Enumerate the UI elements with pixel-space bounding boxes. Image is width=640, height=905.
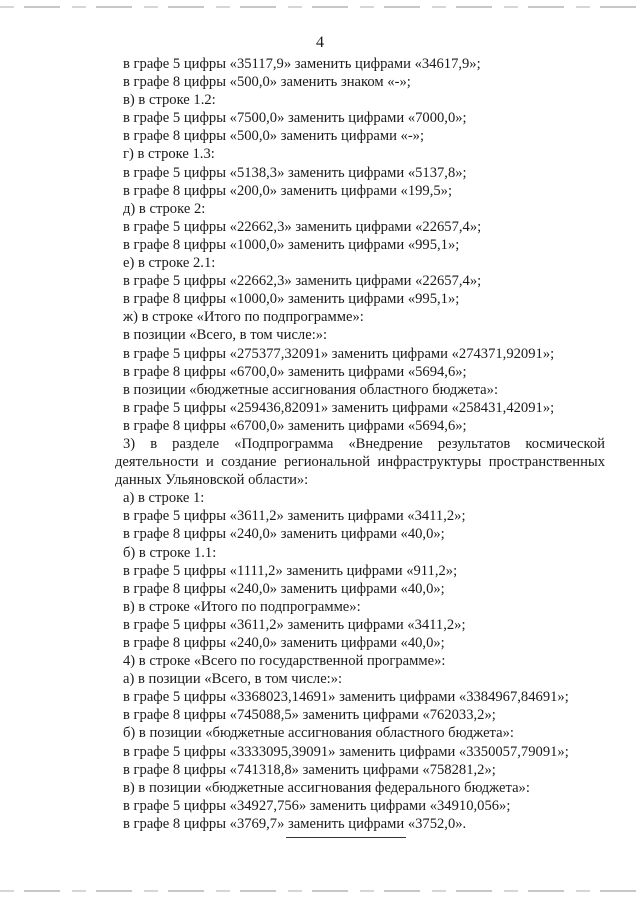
amendment-line: в) в строке 1.2: (123, 92, 216, 109)
amendment-line: в) в строке «Итого по подпрограмме»: (123, 598, 361, 615)
amendment-line: в графе 8 цифры «240,0» заменить цифрами «40,0»; (123, 526, 445, 543)
amendment-line: в графе 5 цифры «22662,3» заменить цифрами «22657,4»; (123, 218, 482, 235)
amendment-line: в графе 5 цифры «3368023,14691» заменить цифрами «3384967,84691»; (123, 689, 569, 706)
amendment-line: в графе 5 цифры «35117,9» заменить цифрами «34617,9»; (123, 56, 481, 72)
amendment-line: в графе 8 цифры «1000,0» заменить цифрами «995,1»; (123, 236, 460, 253)
amendment-line: е) в строке 2.1: (123, 255, 216, 272)
amendment-line: г) в строке 1.3: (123, 146, 215, 163)
amendment-line: в графе 8 цифры «240,0» заменить цифрами «40,0»; (123, 635, 445, 651)
section-paragraph-line-3: данных Ульяновской области»: (115, 472, 309, 489)
amendment-line: в позиции «Всего, в том числе:»: (123, 327, 328, 344)
amendment-line: в графе 5 цифры «7500,0» заменить цифрами «7000,0»; (123, 110, 467, 127)
amendment-line: б) в строке 1.1: (123, 544, 217, 561)
amendment-line: 4) в строке «Всего по государственной программе»: (123, 653, 446, 670)
amendment-line: а) в строке 1: (123, 490, 205, 507)
amendment-line: в графе 5 цифры «3611,2» заменить цифрами «3411,2»; (123, 508, 466, 525)
scan-edge-bottom (0, 890, 640, 892)
amendment-line: в графе 5 цифры «3333095,39091» заменить цифрами «3350057,79091»; (123, 743, 569, 760)
amendment-line: в графе 5 цифры «34927,756» заменить цифрами «34910,056»; (123, 797, 511, 814)
amendment-line: б) в позиции «бюджетные ассигнования областного бюджета»: (123, 725, 514, 742)
amendment-line: в графе 8 цифры «745088,5» заменить цифрами «762033,2»; (123, 707, 496, 724)
amendment-line: в графе 5 цифры «259436,82091» заменить цифрами «258431,42091»; (123, 399, 555, 416)
amendment-line: ж) в строке «Итого по подпрограмме»: (123, 309, 364, 326)
amendment-line: а) в позиции «Всего, в том числе:»: (123, 671, 343, 688)
amendment-list-b (0, 489, 640, 833)
amendment-line: в графе 8 цифры «500,0» заменить знаком «-»; (123, 74, 411, 91)
amendment-line: в графе 5 цифры «275377,32091» заменить цифрами «274371,92091»; (123, 345, 555, 362)
amendment-line: в графе 5 цифры «22662,3» заменить цифрами «22657,4»; (123, 273, 482, 290)
page-number: 4 (316, 34, 324, 51)
amendment-line: в графе 8 цифры «500,0» заменить цифрами «-»; (123, 128, 425, 145)
amendment-line: д) в строке 2: (123, 200, 206, 217)
amendment-line: в графе 5 цифры «3611,2» заменить цифрами «3411,2»; (123, 616, 466, 633)
amendment-list-a (0, 55, 640, 435)
amendment-line: в) в позиции «бюджетные ассигнования федерального бюджета»: (123, 779, 530, 796)
document-body (0, 55, 640, 833)
section-paragraph-line-2: деятельности и создание региональной инфраструктуры пространственных (115, 454, 605, 471)
amendment-line: в графе 5 цифры «1111,2» заменить цифрами «911,2»; (123, 562, 458, 579)
amendment-line: в графе 8 цифры «3769,7» заменить цифрами «3752,0». (123, 815, 467, 832)
section-paragraph-line-1: 3) в разделе «Подпрограмма «Внедрение результатов космической (123, 435, 605, 452)
amendment-line: в графе 8 цифры «1000,0» заменить цифрами «995,1»; (123, 291, 460, 308)
amendment-line: в графе 5 цифры «5138,3» заменить цифрами «5137,8»; (123, 164, 467, 181)
amendment-line: в графе 8 цифры «741318,8» заменить цифрами «758281,2»; (123, 761, 496, 778)
amendment-line: в позиции «бюджетные ассигнования областного бюджета»: (123, 381, 498, 398)
amendment-line: в графе 8 цифры «200,0» заменить цифрами «199,5»; (123, 182, 453, 199)
scan-edge-top (0, 6, 640, 8)
closing-rule (286, 837, 406, 838)
amendment-line: в графе 8 цифры «240,0» заменить цифрами «40,0»; (123, 580, 445, 597)
amendment-line: в графе 8 цифры «6700,0» заменить цифрами «5694,6»; (123, 417, 467, 434)
amendment-line: в графе 8 цифры «6700,0» заменить цифрами «5694,6»; (123, 363, 467, 380)
